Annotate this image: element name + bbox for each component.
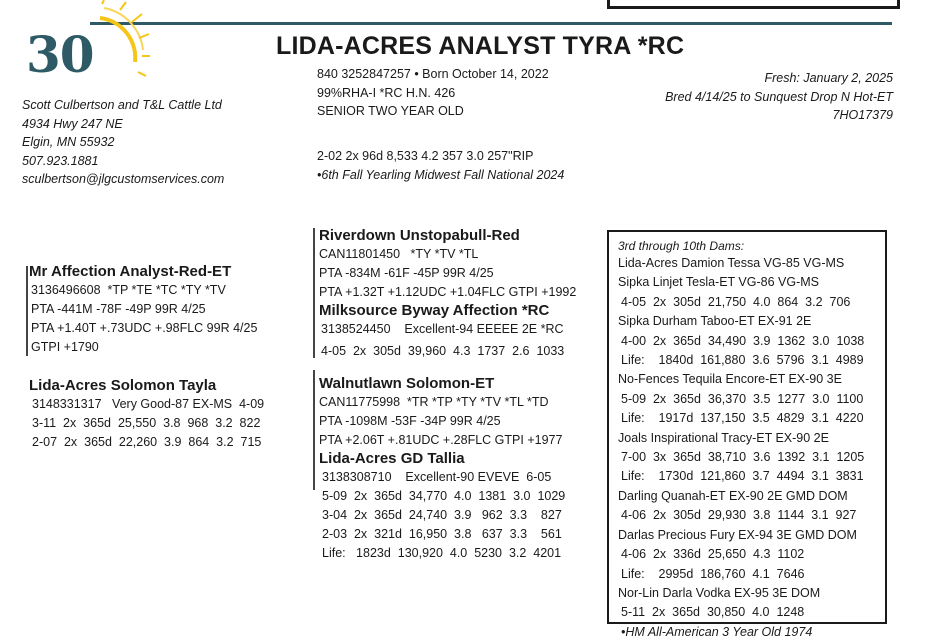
extended-dam-line: 4-00 2x 365d 34,490 3.9 1362 3.0 1038	[621, 333, 865, 348]
pedigree-line-dam-parents	[313, 370, 315, 490]
sire-line: PTA +1.40T +.73UDC +.98FLC 99R 4/25	[31, 321, 258, 335]
sire-sire-name: Riverdown Unstopabull-Red	[319, 227, 520, 244]
animal-id-line: 840 3252847257 • Born October 14, 2022	[317, 67, 549, 81]
extended-dams-box	[607, 230, 887, 639]
extended-dam-line: No-Fences Tequila Encore-ET EX-90 3E	[618, 372, 842, 387]
sire-sire-line: PTA -834M -61F -45P 99R 4/25	[319, 266, 494, 280]
extended-dam-line: Life: 1840d 161,880 3.6 5796 3.1 4989	[621, 353, 864, 368]
dam-line: 3-11 2x 365d 25,550 3.8 968 3.2 822	[32, 416, 261, 430]
sire-dam-block	[319, 301, 564, 363]
consignor-city: Elgin, MN 55932	[22, 135, 115, 149]
extended-dam-line: Life: 1730d 121,860 3.7 4494 3.1 3831	[621, 469, 864, 484]
sire-sire-block	[319, 226, 576, 302]
animal-info	[317, 65, 549, 121]
dam-dam-line: 3138308710 Excellent-90 EVEVE 6-05	[322, 470, 552, 484]
extended-dam-line: 4-06 2x 305d 29,930 3.8 1144 3.1 927	[621, 508, 857, 523]
dam-sire-block	[319, 374, 562, 450]
dam-sire-line: PTA +2.06T +.81UDC +.28FLC GTPI +1977	[319, 433, 563, 447]
pedigree-line-sire-parents	[313, 228, 315, 358]
animal-record	[317, 147, 564, 184]
extended-dam-line: Sipka Linjet Tesla-ET VG-86 VG-MS	[618, 275, 820, 290]
dam-name: Lida-Acres Solomon Tayla	[29, 377, 217, 394]
top-box-fragment	[607, 0, 900, 9]
sire-name: Mr Affection Analyst-Red-ET	[29, 263, 232, 280]
extended-dam-line: Nor-Lin Darla Vodka EX-95 3E DOM	[618, 585, 821, 600]
dam-sire-name: Walnutlawn Solomon-ET	[319, 375, 495, 392]
consignor-name: Scott Culbertson and T&L Cattle Ltd	[22, 98, 222, 112]
animal-class-line: SENIOR TWO YEAR OLD	[317, 104, 464, 118]
sire-line: GTPI +1790	[31, 340, 99, 354]
sire-sire-line: PTA +1.32T +1.12UDC +1.04FLC GTPI +1992	[319, 285, 577, 299]
consignor-block	[22, 96, 224, 189]
extended-dam-line: 7-00 3x 365d 38,710 3.6 1392 3.1 1205	[621, 450, 865, 465]
sire-dam-name: Milksource Byway Affection *RC	[319, 302, 550, 319]
dam-dam-line: Life: 1823d 130,920 4.0 5230 3.2 4201	[322, 546, 562, 560]
extended-dam-line: 5-11 2x 365d 30,850 4.0 1248	[621, 605, 805, 620]
dam-line: 3148331317 Very Good-87 EX-MS 4-09	[32, 397, 265, 411]
pedigree-line-sire	[26, 266, 28, 356]
extended-dams-heading: 3rd through 10th Dams:	[618, 239, 745, 253]
dam-dam-block	[319, 449, 565, 563]
sire-dam-line: 4-05 2x 305d 39,960 4.3 1737 2.6 1033	[321, 344, 565, 358]
dam-sire-line: PTA -1098M -53F -34P 99R 4/25	[319, 414, 501, 428]
sire-line: PTA -441M -78F -49P 99R 4/25	[31, 302, 206, 316]
extended-dam-line: Lida-Acres Damion Tessa VG-85 VG-MS	[618, 256, 845, 270]
extended-dam-line: Darling Quanah-ET EX-90 2E GMD DOM	[618, 488, 848, 503]
extended-dam-line: Life: 2995d 186,760 4.1 7646	[621, 566, 805, 581]
page-title: LIDA-ACRES ANALYST TYRA *RC	[276, 32, 685, 60]
sire-sire-line: CAN11801450 *TY *TV *TL	[319, 247, 479, 261]
dam-block	[29, 376, 264, 452]
bred-info: Bred 4/14/25 to Sunquest Drop N Hot-ET	[665, 89, 893, 104]
dam-line: 2-07 2x 365d 22,260 3.9 864 3.2 715	[32, 435, 262, 449]
lot-number: 30	[26, 25, 94, 84]
consignor-email: sculbertson@jlgcustomservices.com	[22, 172, 225, 186]
extended-dam-line: Joals Inspirational Tracy-ET EX-90 2E	[618, 430, 829, 445]
extended-dam-line: Life: 1917d 137,150 3.5 4829 3.1 4220	[621, 411, 864, 426]
sire-block	[29, 262, 257, 357]
fresh-date: Fresh: January 2, 2025	[764, 71, 893, 85]
extended-dam-line: 4-05 2x 305d 21,750 4.0 864 3.2 706	[621, 294, 851, 309]
dam-dam-line: 3-04 2x 365d 24,740 3.9 962 3.3 827	[322, 508, 562, 522]
dam-dam-line: 5-09 2x 365d 34,770 4.0 1381 3.0 1029	[322, 489, 566, 503]
sire-line: 3136496608 *TP *TE *TC *TY *TV	[31, 283, 226, 297]
animal-show-line: •6th Fall Yearling Midwest Fall National 2024	[317, 167, 565, 182]
dam-sire-line: CAN11775998 *TR *TP *TY *TV *TL *TD	[319, 395, 549, 409]
extended-dam-line: 5-09 2x 365d 36,370 3.5 1277 3.0 1100	[621, 391, 864, 406]
header-rule	[90, 22, 892, 25]
sire-dam-line: 3138524450 Excellent-94 EEEEE 2E *RC	[321, 322, 564, 336]
consignor-address: 4934 Hwy 247 NE	[22, 116, 123, 131]
extended-dam-award: •HM All-American 3 Year Old 1974	[621, 624, 813, 639]
extended-dam-line: Darlas Precious Fury EX-94 3E GMD DOM	[618, 527, 857, 542]
extended-dam-line: Sipka Durham Taboo-ET EX-91 2E	[618, 314, 812, 329]
dam-dam-name: Lida-Acres GD Tallia	[319, 450, 465, 467]
animal-record-line: 2-02 2x 96d 8,533 4.2 357 3.0 257"RIP	[317, 149, 534, 163]
service-sire-code: 7HO17379	[832, 108, 893, 122]
dam-dam-line: 2-03 2x 321d 16,950 3.8 637 3.3 561	[322, 527, 562, 541]
consignor-phone: 507.923.1881	[22, 153, 99, 168]
extended-dam-line: 4-06 2x 336d 25,650 4.3 1102	[621, 547, 805, 562]
fresh-block	[665, 69, 893, 125]
animal-rha-line: 99%RHA-I *RC H.N. 426	[317, 85, 456, 100]
